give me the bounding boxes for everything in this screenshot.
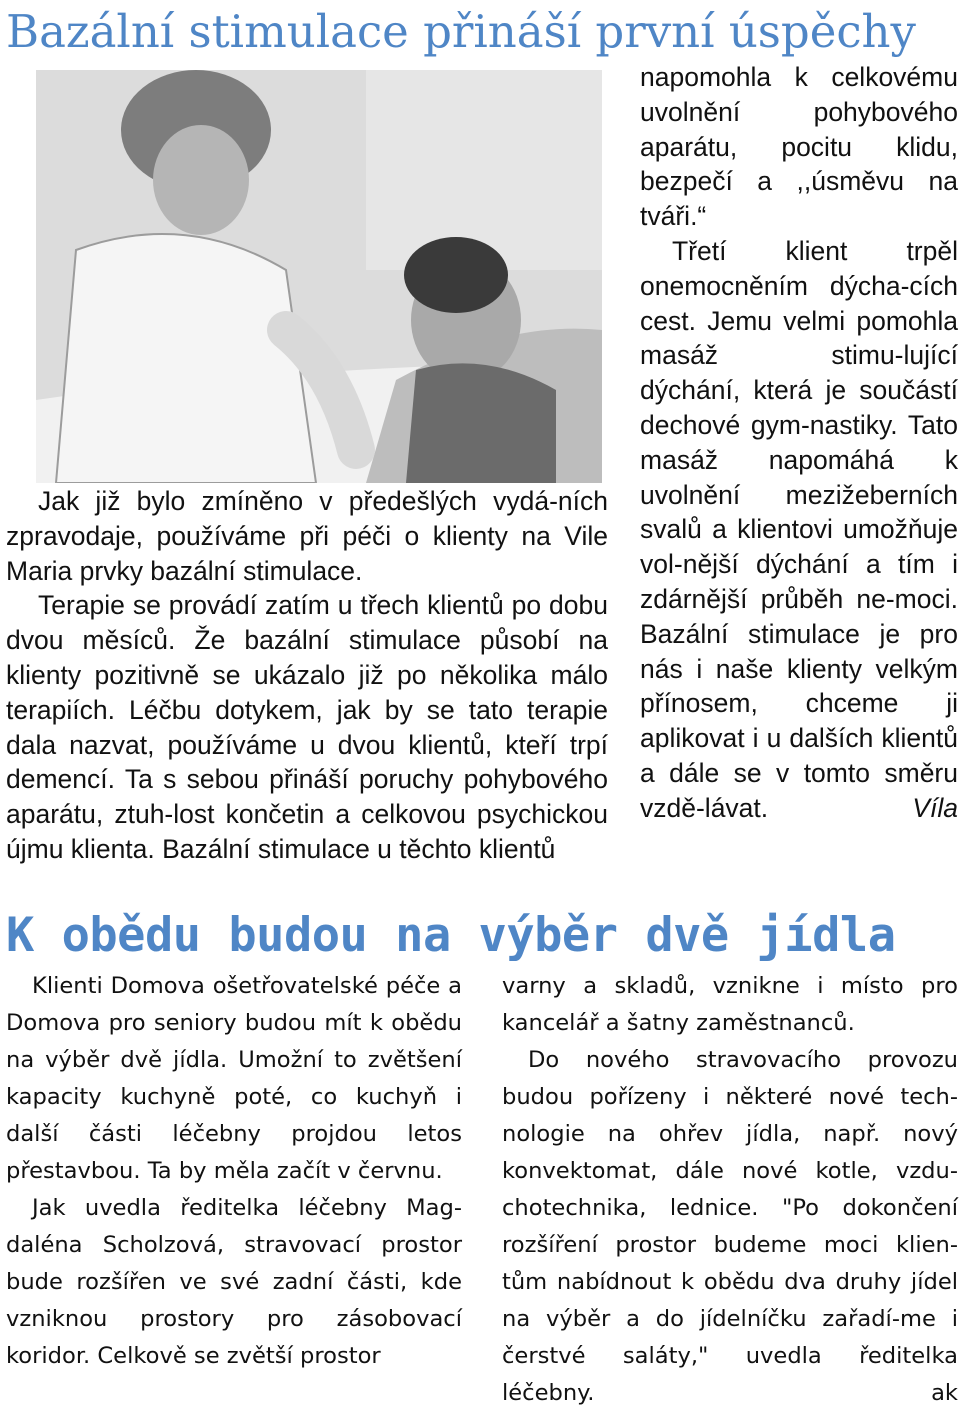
paragraph: Klienti Domova ošetřovatelské péče a Domova pro seniory budou mít k obědu na výběr dvě jídla. Umožní to zvětšení kapacity kuchyně poté, co kuchyň i další části léčebny projdou letos přestavbou. Ta by měla začít v červnu. bbox=[6, 973, 462, 1184]
paragraph: Jak uvedla ředitelka léčebny Mag-daléna Scholzová, stravovací prostor bude rozšířen ve své zadní části, kde vzniknou prostory pro zásobovací koridor. Celkově se zvětší prostor bbox=[6, 1195, 462, 1369]
paragraph-text: Třetí klient trpěl onemocněním dýcha-cích cest. Jemu velmi pomohla masáž stimu-lující dýchání, která je součástí dechové gym-nastiky. Tato masáž napomáhá k uvolnění mezižeberních svalů a klientovi umožňuje vol-nější dýchání a tím i zdárnější průběh ne-moci. Bazální stimulace je pro nás i naše klienty velkým přínosem, chceme ji aplikovat i u dalších klientů a dále se v tomto směru vzdě-lávat. bbox=[640, 235, 958, 823]
author-signature: Víla bbox=[912, 792, 958, 823]
article-column-right bbox=[640, 60, 958, 826]
article-title: K obědu budou na výběr dvě jídla bbox=[6, 908, 896, 963]
photo-illustration bbox=[36, 70, 602, 483]
article-title: Bazální stimulace přináší první úspěchy bbox=[6, 5, 916, 58]
article-column-right bbox=[502, 968, 958, 1412]
paragraph: napomohla k celkovému uvolnění pohybového aparátu, pocitu klidu, bezpečí a ,,úsměvu na tváři.“ bbox=[640, 62, 958, 232]
paragraph-text: Do nového stravovacího provozu budou pořízeny i některé nové tech-nologie na ohřev jídla, např. nový konvektomat, dále nové kotle, vzdu-chotechnika, lednice. "Po dokončení rozšíření prostor budeme moci klien-tům nabídnout k obědu dva druhy jídel na výběr a do jídelníčku zařadí-me i čerstvé saláty," uvedla ředitelka léčebny. bbox=[502, 1047, 958, 1406]
paragraph: varny a skladů, vznikne i místo pro kancelář a šatny zaměstnanců. bbox=[502, 973, 958, 1036]
paragraph: Jak již bylo zmíněno v předešlých vydá-ních zpravodaje, používáme při péči o klienty na Vile Maria prvky bazální stimulace. bbox=[6, 486, 608, 586]
article-column-left bbox=[6, 484, 608, 867]
article-photo bbox=[36, 70, 602, 483]
paragraph: Terapie se provádí zatím u třech klientů po dobu dvou měsíců. Že bazální stimulace působí na klienty pozitivně se ukázalo již po několika málo terapiích. Léčbu dotykem, jak by se tato terapie dala nazvat, používáme u dvou klientů, kteří trpí demencí. Ta s sebou přináší poruchy pohybového aparátu, ztuh-lost končetin a celkovou psychickou újmu klienta. Bazální stimulace u těchto klientů bbox=[6, 590, 608, 864]
paragraph bbox=[640, 234, 958, 826]
author-signature: ak bbox=[931, 1380, 958, 1406]
article-column-left bbox=[6, 968, 462, 1375]
paragraph bbox=[502, 1042, 958, 1412]
